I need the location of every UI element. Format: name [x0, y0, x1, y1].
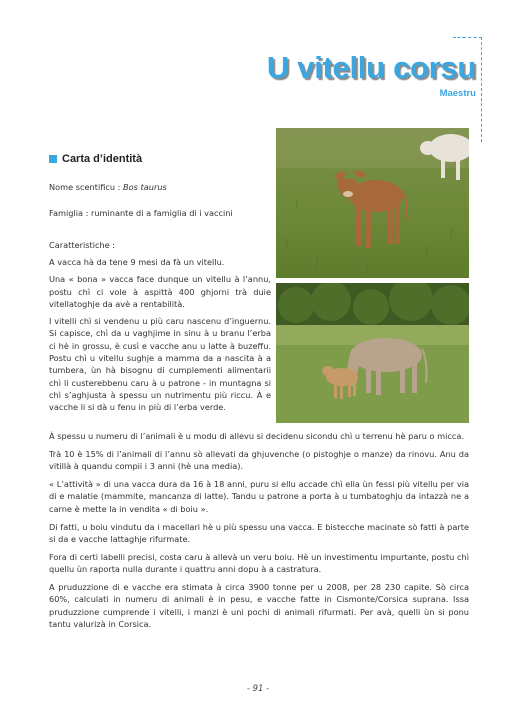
scientific-name-value: Bos taurus: [123, 182, 167, 192]
body-paragraph: Fora di certi labelli precisi, costa caru à allevà un veru boiu. Hè un investimentu impurtante, postu chì quellu ùn raporta nulla durante i quattru anni dopu à a castratura.: [49, 551, 469, 575]
column-paragraph: I vitelli chì si vendenu u più caru nascenu d’inguernu. Si capisce, chì da u vaghjime in sinu à u branu l’erba ci hè in grossu, è cusì e vacche anu u latte à buzeffu. Postu chì u vitellu sughje a mamma da a nascita à a tumbera, ùn hà bisognu di cumplementi alimentarii chì li custerebbenu caru à u patrone - in muntagna si chì s’aghjusta à spessu un nutrimentu più riccu. À e vacche li si dà u fenu in più di l’erba verde.: [49, 316, 271, 413]
family-value: ruminante di a famiglia di i vaccini: [90, 208, 233, 218]
column-paragraph: Una « bona » vacca face dunque un vitellu à l’annu, postu chì ci vole à aspittà 400 ghjorni trà duie vitellatoghje da avè a rentabilità.: [49, 274, 271, 309]
cow-calf-photo: [276, 283, 469, 423]
full-width-text: [49, 430, 469, 636]
section-title: Carta d’identità: [62, 153, 143, 165]
body-paragraph: Di fatti, u boiu vindutu da i macellari hè u più spessu una vacca. E bistecche macinate sò fatti à parte si da e vacche lattaghje rifurmate.: [49, 521, 469, 544]
column-paragraph: A vacca hà da tene 9 mesi da fà un vitellu.: [49, 257, 225, 267]
calf-photo: [276, 128, 469, 278]
scientific-name-line: [49, 181, 167, 193]
page-number: - 91 -: [246, 684, 270, 694]
body-paragraph: Trà 10 è 15% di l’animali di l’annu sò allevati da ghjuvenche (o pistoghje o manze) da rinovu. Anu da vitillà à quandu compii i 3 anni (hè una media).: [49, 448, 469, 472]
family-label: Famiglia :: [49, 208, 91, 218]
body-paragraph: « L’attività » di una vacca dura da 16 à 18 anni, puru si ellu accade chì ella ùn fessi più vitellu per via di e malatie (mammite, mancanza di latte). Tandu u patrone a porta à u tumbatoghju da intazzà ne a carne è mette la in vendita « di boiu ».: [49, 479, 469, 514]
bullet-square-icon: [49, 155, 57, 163]
family-line: [49, 207, 233, 219]
section-heading: [49, 153, 142, 165]
body-paragraph: A pruduzzione di e vacche era stimata à circa 3900 tonne per u 2008, per 28 230 capite. Sò circa 60%, calculati in numeru di animali è in pesu, e vacche fatte in Cismonte/Corsica suprana. Issa pruduzzione cumprende i vitelli, i manzi è uni pochi di animali rifurmati. Per avà, quelli ùn si ponu tantu valurizà in Corsica.: [49, 581, 469, 629]
characteristics-label: Caratteristiche :: [49, 240, 116, 250]
scientific-name-label: Nome scentificu :: [49, 182, 124, 192]
author-name: Maestru: [439, 88, 476, 99]
column-text: [49, 256, 271, 419]
body-paragraph: À spessu u numeru di l’animali è u modu di allevu si decidenu sicondu chì u terrenu hè paru o micca.: [49, 431, 464, 441]
page-title: U vitellu corsu: [266, 50, 476, 85]
